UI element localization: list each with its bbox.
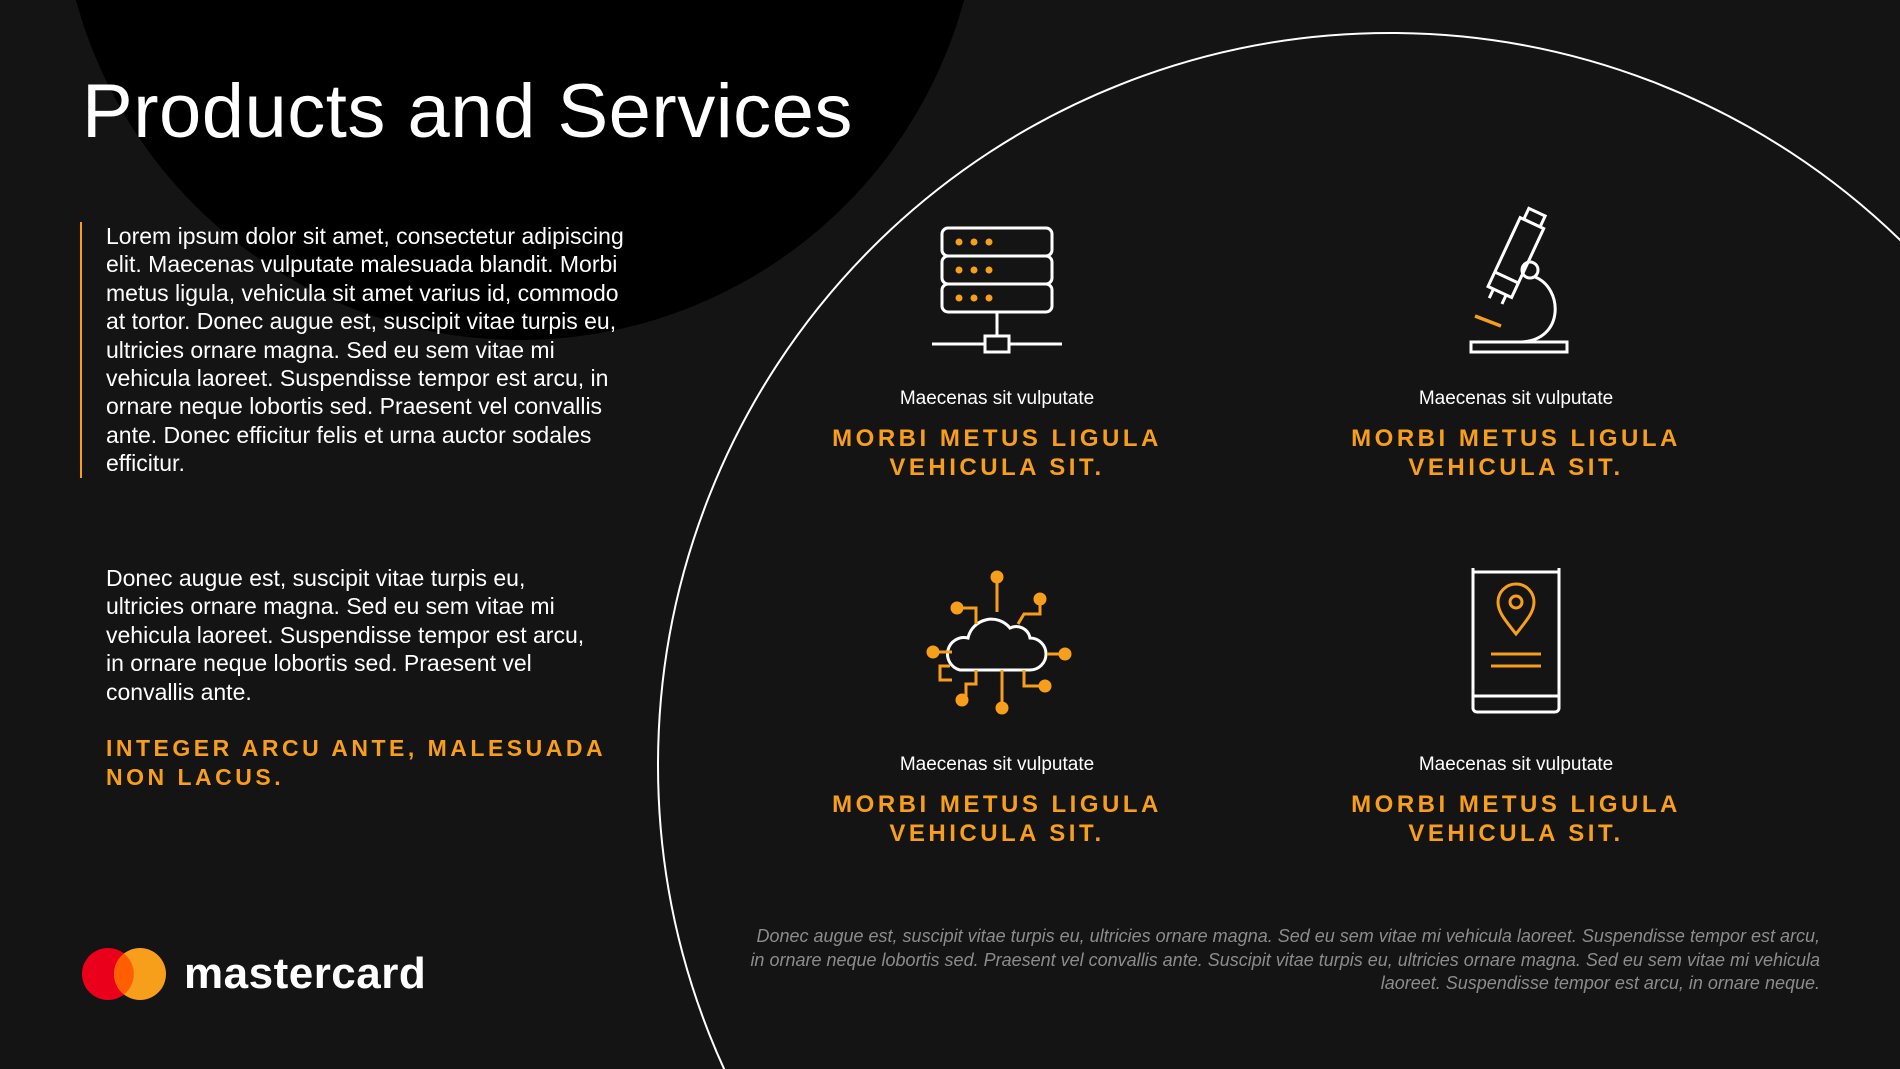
microscope-icon	[1431, 202, 1601, 372]
service-card-2	[1306, 202, 1726, 482]
footnote-text: Donec augue est, suscipit vitae turpis eu, ultricies ornare magna. Sed eu sem vitae mi vehicula laoreet. Suspendisse tempor est arcu, in ornare neque lobortis sed. Praesent vel convallis ante. Suscipit vitae turpis eu, ultricies ornare magna. Sed eu sem vitae mi vehicula laoreet. Suspendisse tempor est arcu, in ornare neque.	[750, 926, 1820, 993]
second-paragraph: Donec augue est, suscipit vitae turpis eu, ultricies ornare magna. Sed eu sem vitae mi vehicula laoreet. Suspendisse tempor est arcu, in ornare neque lobortis sed. Praesent vel convallis ante.	[106, 565, 585, 705]
logo-wordmark: mastercard	[184, 949, 427, 998]
server-icon	[912, 202, 1082, 372]
card-heading: MORBI METUS LIGULA VEHICULA SIT.	[1351, 791, 1681, 847]
intro-paragraph: Lorem ipsum dolor sit amet, consectetur adipiscing elit. Maecenas vulputate malesuada blandit. Morbi metus ligula, vehicula sit amet varius id, commodo at tortor. Donec augue est, suscipit vitae turpis eu, ultricies ornare magna. Sed eu sem vitae mi vehicula laoreet. Suspendisse tempor est arcu, in ornare neque lobortis sed. Praesent vel convallis ante. Donec efficitur felis et urna auctor sodales efficitur.	[80, 222, 626, 478]
mastercard-circles-icon	[80, 946, 168, 1002]
service-card-3	[787, 568, 1207, 848]
mastercard-logo	[80, 946, 426, 1002]
card-subtitle: Maecenas sit vulputate	[899, 388, 1095, 409]
page-title: Products and Services	[82, 69, 853, 154]
card-heading: MORBI METUS LIGULA VEHICULA SIT.	[832, 425, 1162, 481]
card-heading: MORBI METUS LIGULA VEHICULA SIT.	[832, 791, 1162, 847]
card-subtitle: Maecenas sit vulputate	[1418, 754, 1614, 775]
mobile-location-icon	[1431, 568, 1601, 738]
highlight-text: INTEGER ARCU ANTE, MALESUADA NON LACUS.	[106, 735, 606, 790]
card-subtitle: Maecenas sit vulputate	[899, 754, 1095, 775]
card-heading: MORBI METUS LIGULA VEHICULA SIT.	[1351, 425, 1681, 481]
service-card-4	[1306, 568, 1726, 848]
service-card-1	[787, 202, 1207, 482]
cloud-network-icon	[912, 568, 1082, 738]
card-subtitle: Maecenas sit vulputate	[1418, 388, 1614, 409]
